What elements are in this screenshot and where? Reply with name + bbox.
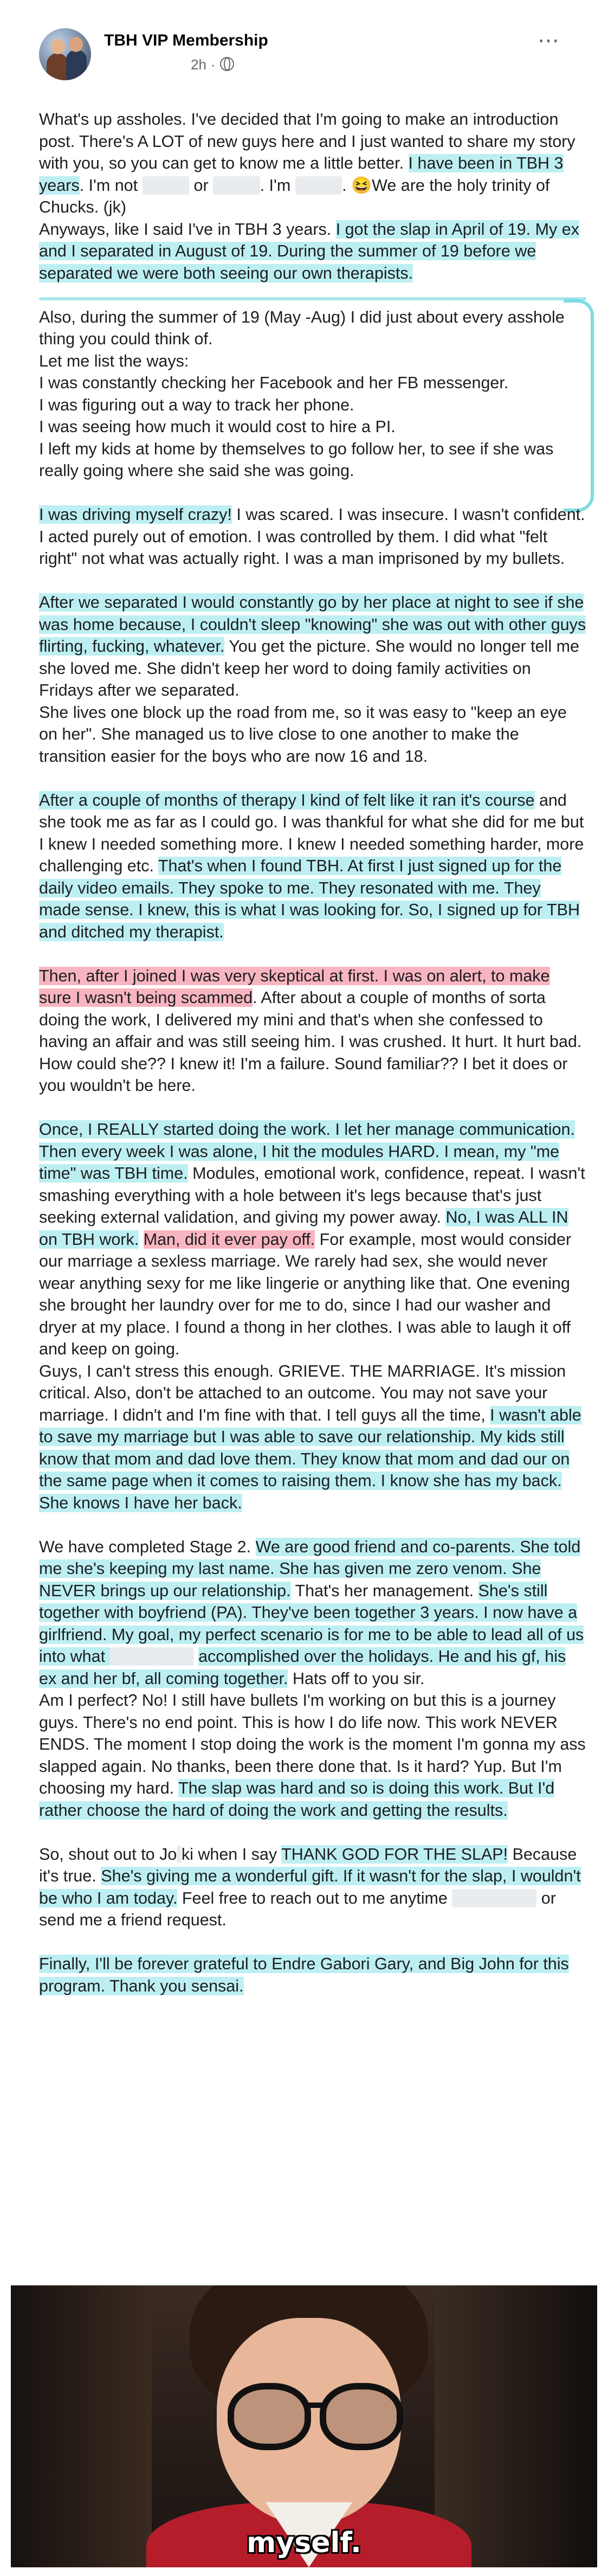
post-time[interactable]: 2h xyxy=(191,56,206,73)
more-options-icon[interactable]: ⋯ xyxy=(538,29,560,53)
paragraph-skeptical: Then, after I joined I was very skeptical at first. I was on alert, to make sure I wasn't being scammed. After about a couple of months of sorta doing the work, I delivered my mini and that's when she confessed to having an affair and was still seeing him. I was crushed. It hurt. It hurt bad. How could she?? I knew it! I'm a failure. Sound familiar?? I bet it does or you wouldn't be here. xyxy=(39,966,582,1095)
mention-link[interactable]: Endre Gabori xyxy=(271,1955,370,1973)
paragraph-shoutout: So, shout out to Jo ki when I say THANK GOD FOR THE SLAP! Because it's true. She's giving me a wonderful gift. If it wasn't for the slap, I wouldn't be who I am today. Feel free to reach out to me anytime or send me a friend request. xyxy=(39,1845,581,1929)
paragraph-therapy: After a couple of months of therapy I kind of felt like it ran it's course and she took me as far as I could go. I was thankful for what she did for me but I knew I needed something more. I knew I needed something harder, more challenging etc. That's when I found TBH. At first I just signed up for the daily video emails. They spoke to me. They resonated with me. They made sense. I knew, this is what I was looking for. So, I signed up for TBH and ditched my therapist. xyxy=(39,791,584,941)
paragraph-summer: Also, during the summer of 19 (May -Aug) I did just about every asshole thing you could think of. Let me list the ways: I was constantly checking her Facebook and her FB messenger. I was figuring out a way to track her phone. I was seeing how much it would cost to hire a PI. I left my kids at home by themselves to go follow her, to see if she was really going where she said she was going. xyxy=(39,307,565,480)
globe-icon xyxy=(220,57,234,71)
post-body xyxy=(39,108,586,1997)
paragraph-separated: After we separated I would constantly go by her place at night to see if she was home because, I couldn't sleep "knowing" she was out with other guys flirting, fucking, whatever. You get the picture. She would no longer tell me she loved me. She didn't keep her word to doing family activities on Fridays after we separated. She lives one block up the road from me, so it was easy to "keep an eye on her". She managed us to live close to one another to make the transition easier for the boys who are now 16 and 18. xyxy=(39,593,586,766)
post-header xyxy=(39,28,581,88)
redacted-name xyxy=(295,176,342,195)
redacted-name xyxy=(177,1845,181,1864)
redacted-text xyxy=(110,1647,194,1666)
paragraph-intro: What's up assholes. I've decided that I'm going to make an introduction post. There's A LOT of new guys here and I just wanted to share my story with you, so you can get to know me a little better. I have been in TBH 3 years. I'm not or . I'm . 😆We are the holy trinity of Chucks. (jk) Anyways, like I said I've in TBH 3 years. I got the slap in April of 19. My ex and I separated in August of 19. During the summer of 19 before we separated we were both seeing our own therapists. xyxy=(39,110,579,282)
paragraph-crazy: I was driving myself crazy! I was scared. I was insecure. I wasn't confident. I acted purely out of emotion. I was controlled by them. I did what "felt right" not what was actually right. I was a man imprisoned by my bullets. xyxy=(39,505,585,568)
gif-caption: myself. xyxy=(247,2527,361,2559)
post-meta: 2h · xyxy=(191,56,234,73)
redacted-text xyxy=(452,1889,536,1907)
group-name[interactable]: TBH VIP Membership xyxy=(104,31,268,49)
reaction-gif[interactable] xyxy=(11,2285,597,2567)
redacted-name xyxy=(143,176,189,195)
redacted-name xyxy=(213,176,260,195)
group-avatar[interactable] xyxy=(39,28,91,80)
paragraph-thanks: Finally, I'll be forever grateful to Endre Gabori Gary, and Big John for this program. Thank you sensai. xyxy=(39,1955,569,1995)
paragraph-stage2: We have completed Stage 2. We are good friend and co-parents. She told me she's keeping my last name. She has given me zero venom. She NEVER brings up our relationship. That's her management. She's still together with boyfriend (PA). They've been together 3 years. I now have a girlfriend. My goal, my perfect scenario is for me to be able to lead all of us into what accomplished over the holidays. He and his gf, his ex and her bf, all coming together. Hats off to you sir. Am I perfect? No! I still have bullets I'm working on but this is a journey guys. There's no end point. This is how I do life now. This work NEVER ENDS. The moment I stop doing the work is the moment I'm gonna my ass slapped again. No thanks, been there done that. Is it hard? Yup. But I'm choosing my hard. The slap was hard and so is doing this work. But I'd rather choose the hard of doing the work and getting the results. xyxy=(39,1537,586,1820)
paragraph-work: Once, I REALLY started doing the work. I let her manage communication. Then every week I was alone, I hit the modules HARD. I mean, my "me time" was TBH time. Modules, emotional work, confidence, repeat. I wasn't smashing everything with a hole between it's legs because that's just seeking external validation, and giving my power away. No, I was ALL IN on TBH work. Man, did it ever pay off. For example, most would consider our marriage a sexless marriage. We rarely had sex, she would never wear anything sexy for me like lingerie or anything like that. One evening she brought her laundry over for me to do, since I had our washer and dryer at my place. I found a thong in her clothes. I was able to laugh it off and keep on going. Guys, I can't stress this enough. GRIEVE. THE MARRIAGE. It's mission critical. Also, don't be attached to an outcome. You may not save your marriage. I didn't and I'm fine with that. I tell guys all the time, I wasn't able to save my marriage but I was able to save our relationship. My kids still know that mom and dad love them. They know that mom and dad our on the same page when it comes to raising them. I know she has my back. She knows I have her back. xyxy=(39,1120,585,1512)
